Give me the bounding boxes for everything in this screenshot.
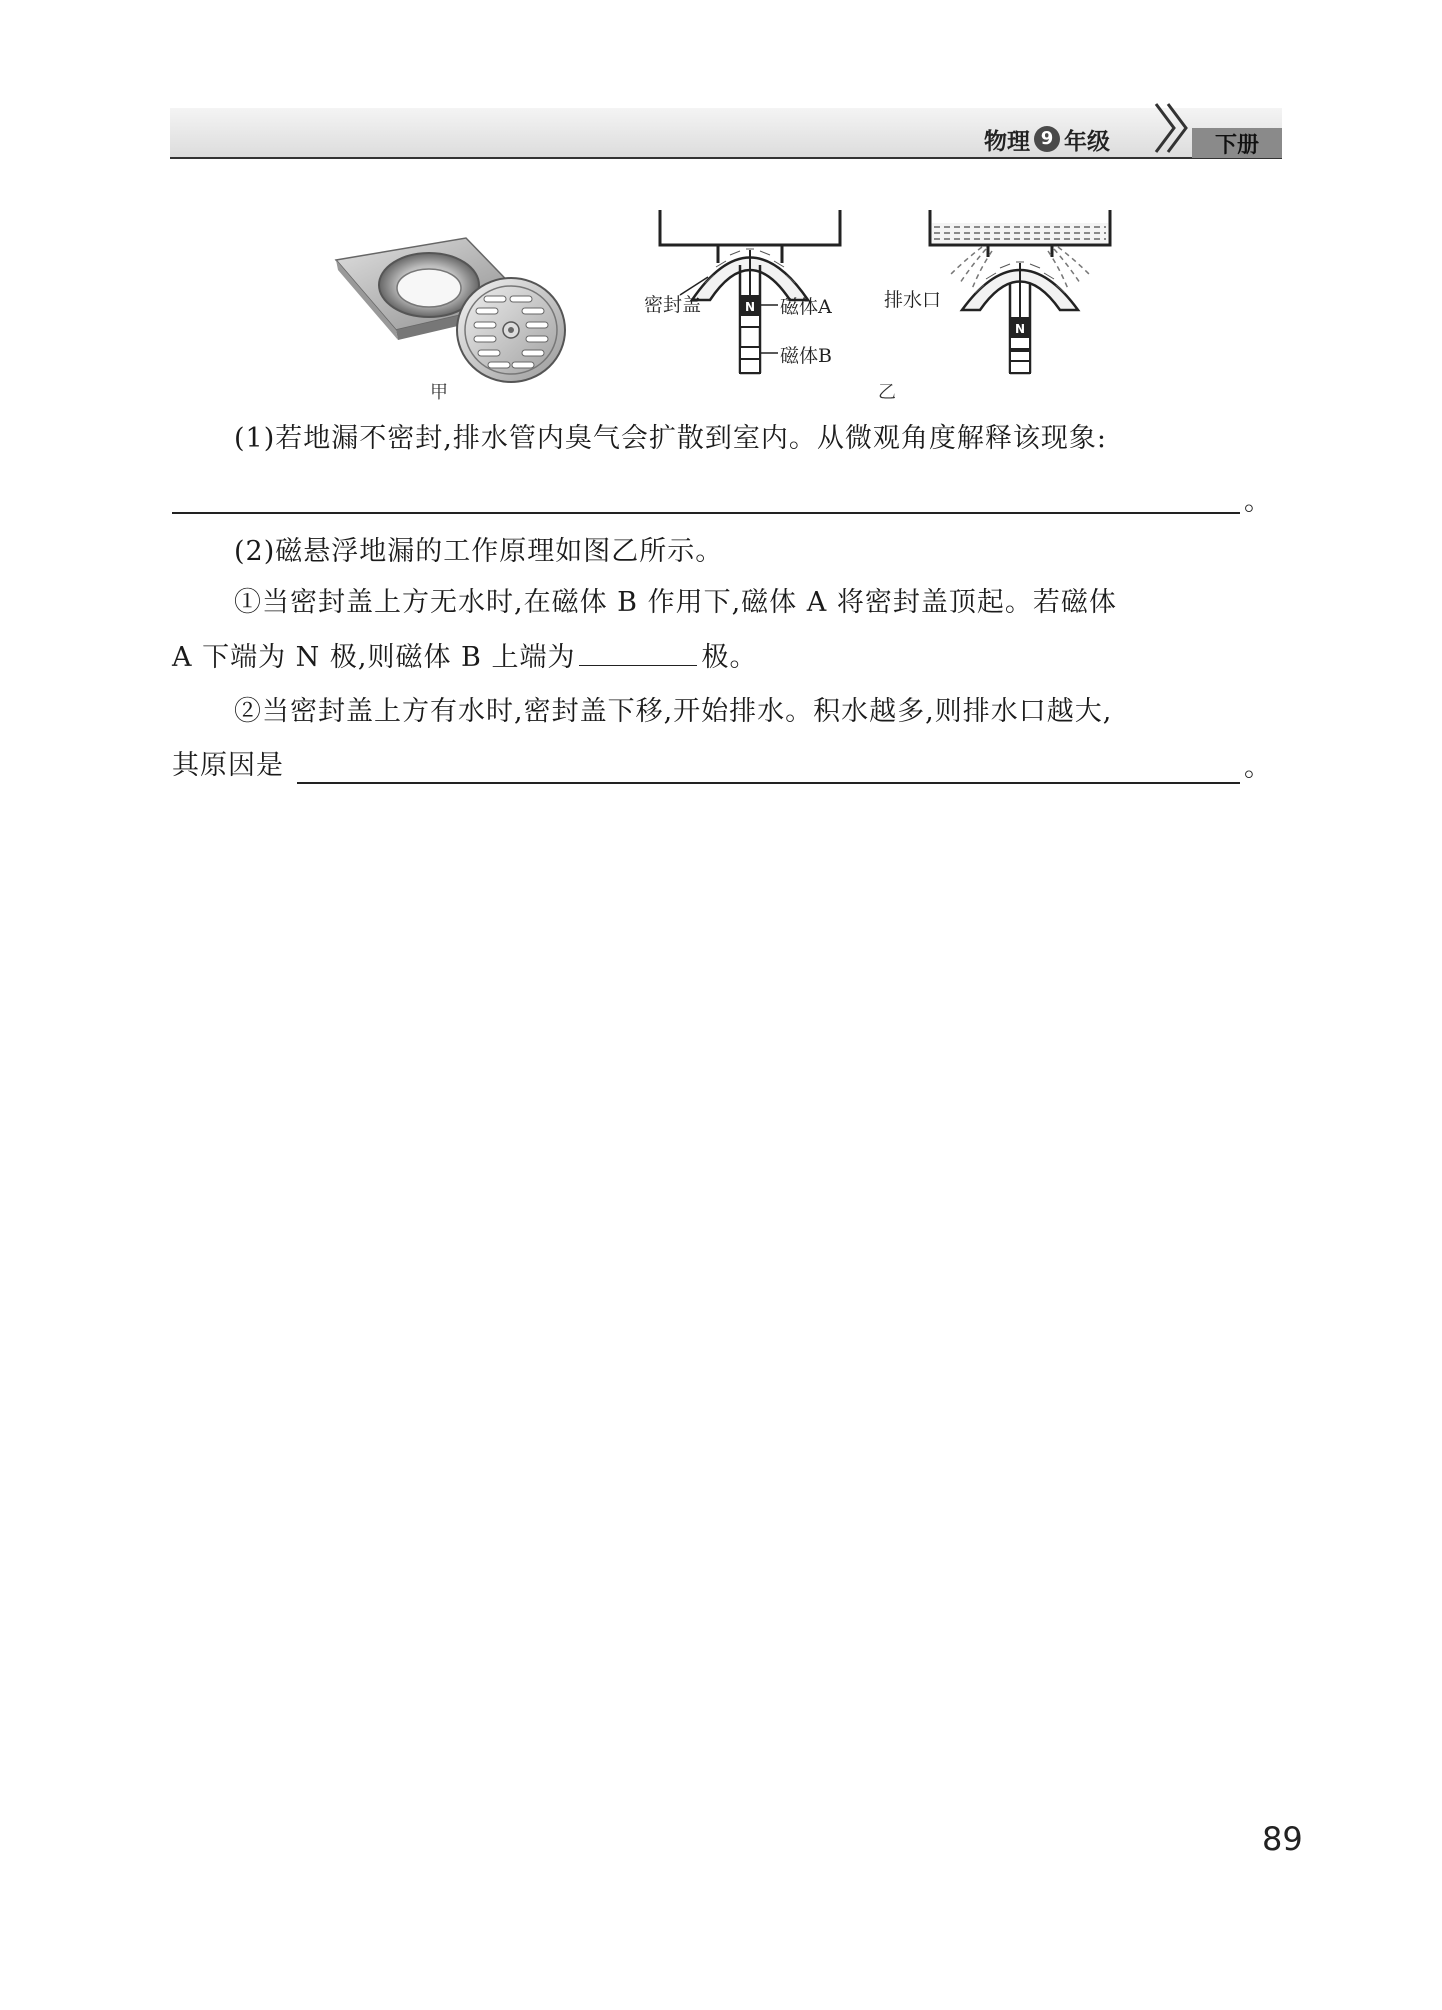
question-1-text: (1)若地漏不密封,排水管内臭气会扩散到室内。从微观角度解释该现象: [234, 423, 1107, 454]
grade-label: 年级 [1064, 128, 1110, 155]
figure-yi-caption: 乙 [878, 382, 896, 403]
question-2-sub1-before: A 下端为 N 极,则磁体 B 上端为 [172, 642, 576, 673]
grade-badge: 9 [1034, 126, 1060, 152]
seal-cover-label: 密封盖 [644, 294, 702, 316]
question-2-sub1-line1: ①当密封盖上方无水时,在磁体 B 作用下,磁体 A 将密封盖顶起。若磁体 [234, 587, 1117, 618]
question-2-sub1-after: 极。 [701, 642, 758, 673]
magnet-a-label: 磁体A [780, 296, 832, 318]
double-chevron-icon [1152, 100, 1192, 156]
question-1-end-mark: 。 [1244, 486, 1271, 517]
pole-answer-blank [579, 643, 697, 666]
question-2-answer-line [297, 782, 1240, 784]
question-1-answer-line [172, 512, 1240, 514]
header-subject [984, 124, 1110, 154]
subject-label: 物理 [984, 128, 1030, 155]
drain-diagram-water [920, 205, 1120, 380]
figure-jia-caption: 甲 [430, 382, 448, 403]
floor-drain-illustration [326, 230, 576, 390]
page-number: 89 [1262, 1820, 1303, 1858]
question-2-end-mark: 。 [1244, 752, 1271, 783]
question-2-intro: (2)磁悬浮地漏的工作原理如图乙所示。 [234, 536, 724, 567]
question-2-sub1-line2 [172, 640, 757, 676]
magnet-b-label: 磁体B [780, 345, 832, 367]
header-band [170, 108, 1282, 158]
volume-tab: 下册 [1192, 128, 1282, 158]
question-2-sub2-line1: ②当密封盖上方有水时,密封盖下移,开始排水。积水越多,则排水口越大, [234, 696, 1113, 727]
header-rule [170, 157, 1282, 159]
pole-label-n-left: N [744, 300, 756, 314]
pole-label-n-right: N [1014, 322, 1026, 336]
question-2-sub2-line2: 其原因是 [172, 750, 284, 781]
drain-outlet-label: 排水口 [884, 289, 942, 311]
